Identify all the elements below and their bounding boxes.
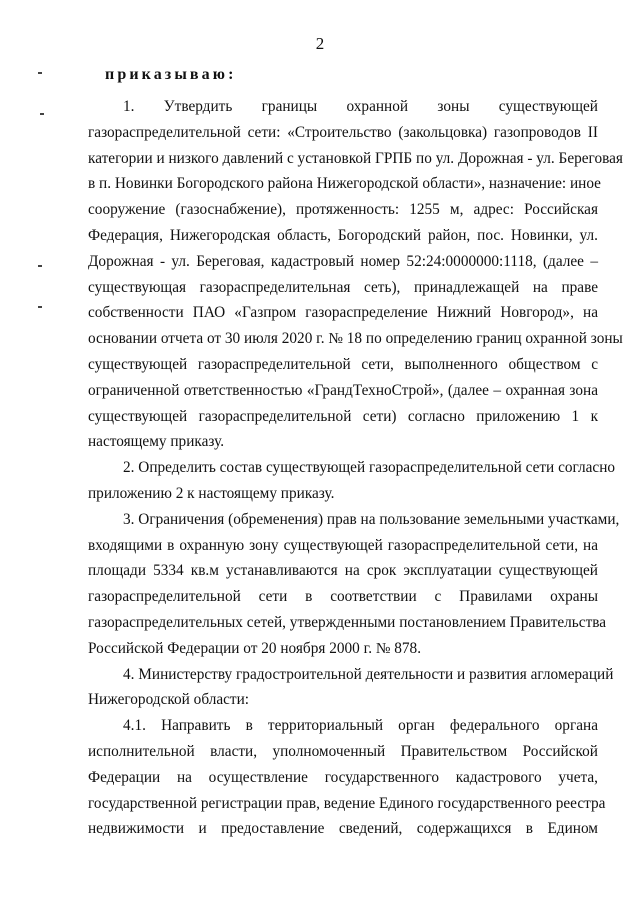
paragraph-1	[88, 94, 623, 455]
text-line: Федерация, Нижегородская область, Богородский район, пос. Новинки, ул.	[88, 226, 598, 244]
paragraph-4-1	[88, 713, 606, 842]
page-number: 2	[315, 34, 325, 53]
scan-mark	[38, 306, 42, 308]
text-line: настоящему приказу.	[88, 433, 225, 451]
text-line: 1. Утвердить границы охранной зоны существующей	[123, 98, 598, 115]
paragraph-2	[88, 455, 616, 507]
scan-mark	[38, 265, 42, 267]
document-body	[88, 94, 623, 842]
text-line: газораспределительной сети: «Строительство (закольцовка) газопроводов II	[88, 123, 598, 141]
text-line: Российской Федерации от 20 ноября 2000 г. № 878.	[88, 639, 422, 657]
paragraph-3	[88, 507, 620, 662]
text-line: ограниченной ответственностью «ГрандТехноСтрой», (далее – охранная зона	[88, 381, 598, 399]
text-line: 3. Ограничения (обременения) прав на пользование земельными участками,	[123, 510, 620, 528]
text-line: Нижегородской области:	[88, 691, 250, 709]
scan-mark	[38, 72, 42, 74]
text-line: 4.1. Направить в территориальный орган федерального органа	[123, 717, 598, 735]
text-line: 2. Определить состав существующей газораспределительной сети согласно	[123, 459, 616, 477]
text-line: существующей газораспределительной сети, выполненного обществом с	[88, 355, 598, 373]
text-line: существующей газораспределительной сети) согласно приложению 1 к	[88, 407, 598, 425]
text-line: входящими в охранную зону существующей газораспределительной сети, на	[88, 536, 598, 554]
order-heading: приказываю:	[105, 66, 237, 83]
scan-mark	[40, 113, 44, 115]
text-line: основании отчета от 30 июля 2020 г. № 18 по определению границ охранной зоны	[88, 330, 623, 348]
text-line: Дорожная - ул. Береговая, кадастровый номер 52:24:0000000:1118, (далее –	[88, 252, 598, 270]
text-line: государственной регистрации прав, ведение Единого государственного реестра	[88, 794, 606, 812]
text-line: газораспределительной сети в соответствии с Правилами охраны	[88, 588, 598, 606]
text-line: недвижимости и предоставление сведений, содержащихся в Едином	[88, 820, 598, 838]
text-line: собственности ПАО «Газпром газораспределение Нижний Новгород», на	[88, 304, 598, 322]
text-line: площади 5334 кв.м устанавливаются на срок эксплуатации существующей	[88, 562, 598, 580]
text-line: приложению 2 к настоящему приказу.	[88, 484, 335, 502]
text-line: категории и низкого давлений с установкой ГРПБ по ул. Дорожная - ул. Береговая	[88, 149, 623, 167]
paragraph-4	[88, 662, 614, 714]
text-line: Федерации на осуществление государственного кадастрового учета,	[88, 768, 598, 786]
text-line: сооружение (газоснабжение), протяженность: 1255 м, адрес: Российская	[88, 201, 598, 219]
text-line: существующая газораспределительная сеть), принадлежащей на праве	[88, 278, 598, 296]
text-line: газораспределительных сетей, утвержденными постановлением Правительства	[88, 613, 607, 631]
text-line: исполнительной власти, уполномоченный Правительством Российской	[88, 742, 598, 760]
text-line: в п. Новинки Богородского района Нижегородской области», назначение: иное	[88, 175, 601, 193]
text-line: 4. Министерству градостроительной деятельности и развития агломераций	[123, 665, 614, 683]
